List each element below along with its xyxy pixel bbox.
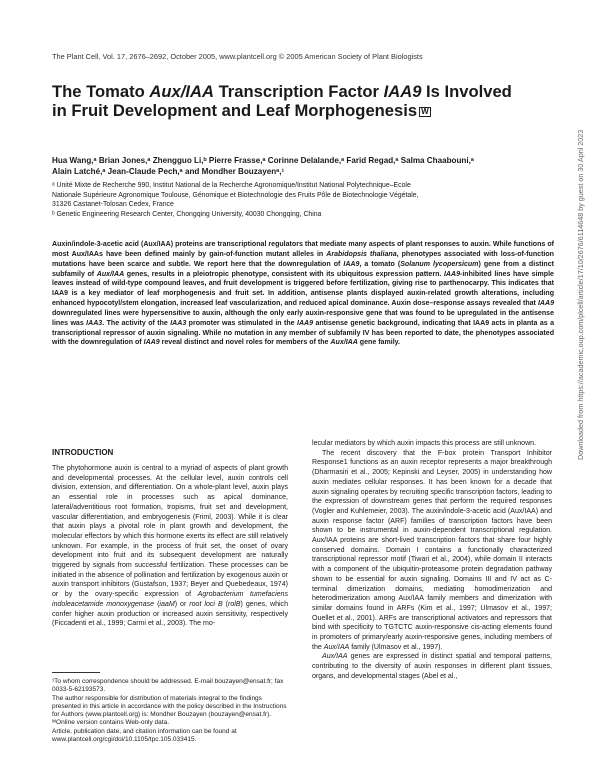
title-part-3: Transcription Factor bbox=[213, 82, 384, 101]
abstract-text: antisense genetic background, indicating that IAA9 acts in planta as a transcriptional repressor of auxin signaling. While no mutation in any member of subfamily IV has been reported to date, the phenotypes associated with the downregulation of bbox=[52, 319, 554, 347]
affiliation-a-line-2: Nationale Supérieure Agronomique Toulouse, Génomique et Biotechnologie des Fruits Pôle de Biotechnologie Végétale, bbox=[52, 191, 419, 199]
abstract-italic: Arabidopsis thaliana bbox=[326, 250, 397, 258]
abstract-text: ) gene from a distinct subfamily of bbox=[52, 260, 554, 278]
author-list bbox=[52, 156, 522, 177]
footnote-divider bbox=[52, 672, 100, 673]
download-watermark: Downloaded from https://academic.oup.com/plcell/article/17/10/2676/6114648 by guest on 30 April 2023 bbox=[576, 129, 585, 460]
abstract-text: , a tomato ( bbox=[359, 260, 401, 268]
intro-paragraph-3 bbox=[312, 652, 552, 681]
abstract-text: gene family. bbox=[357, 339, 401, 347]
footnotes bbox=[52, 678, 288, 744]
abstract-text: promoter was stimulated in the bbox=[186, 319, 297, 327]
abstract-text: downregulated lines were hypersensitive to auxin, although the only early auxin-responsive gene that was found to be upregulated in the antisense lines was bbox=[52, 309, 554, 327]
intro-italic: iaaM bbox=[159, 600, 175, 608]
intro-text: ( bbox=[154, 600, 160, 608]
intro-italic: rolB bbox=[227, 600, 241, 608]
abstract-italic: Solanum lycopersicum bbox=[400, 260, 479, 268]
article-title bbox=[52, 82, 522, 120]
author-line-2: Alain Latché,ᵃ Jean-Claude Pech,ᵃ and Mondher Bouzayenᵃ,¹ bbox=[52, 166, 285, 176]
abstract-text: reveal distinct and novel roles for members of the bbox=[159, 339, 331, 347]
abstract-text: . The activity of the bbox=[102, 319, 171, 327]
title-part-1: The Tomato bbox=[52, 82, 150, 101]
abstract-italic: IAA9 bbox=[143, 339, 160, 347]
intro-text: The recent discovery that the F-box protein Transport Inhibitor Response1 functions as an auxin receptor represents a major breakthrough (Dharmasiri et al., 2005; Kepinski and Leyser, 2005) in understanding how auxin mediates cellular responses. It has been known for a decade that auxin signaling operates by recruiting specific transcription factors, leading to the expression of downstream genes that perform the required responses (Vogler and Kuhlemeier, 2003). The auxin/indole-3-acetic acid (Aux/IAA) and auxin response factor (ARF) families of transcription factors have been shown to be instrumental in auxin-dependent transcriptional regulation. Aux/IAA proteins are short-lived transcription factors that share four highly conserved domains. Domain I contains a functionally characterized transcriptional repressor motif (Tiwari et al., 2004), while domain II interacts with a component of the ubiquitin-proteasome protein degradation pathway shown to be essential for auxin signaling. Domains III and IV act as C-terminal dimerization domains, mediating homodimerization and heterodimerization among Aux/IAA family members and dimerization with similar domains found in ARFs (Kim et al., 1997; Ulmasov et al., 1997; Ouellet et al., 2001). ARFs are transcriptional activators and repressors that bind with specificity to TGTCTC auxin-responsive cis-acting elements found in promoters of primary/early auxin-responsive genes, including members of the bbox=[312, 449, 552, 651]
title-part-4: IAA9 bbox=[383, 82, 422, 101]
abstract-italic: IAA9 bbox=[296, 319, 314, 327]
abstract-italic: IAA9 bbox=[343, 260, 360, 268]
abstract-italic: IAA9 bbox=[537, 300, 554, 308]
abstract-italic: IAA3 bbox=[86, 319, 103, 327]
title-part-5: Is Involved in Fruit Development and Leaf Morphogenesis bbox=[52, 82, 512, 120]
intro-paragraph-1-continued: lecular mediators by which auxin impacts this process are still unknown. bbox=[312, 440, 537, 447]
intro-italic: root loci B bbox=[189, 600, 223, 608]
title-part-2: Aux/IAA bbox=[149, 82, 214, 101]
abstract-text: , phenotypes associated with loss-of-function mutations have been scarce and subtle. We report here that the downregulation of bbox=[52, 250, 554, 268]
left-column bbox=[52, 448, 288, 629]
abstract-italic: IAA3 bbox=[170, 319, 187, 327]
web-only-badge-icon: W bbox=[421, 107, 429, 116]
intro-text: ( bbox=[222, 600, 228, 608]
affiliation-a-line-1: ᵃ Unité Mixte de Recherche 990, Institut National de la Recherche Agronomique/Institut National Polytechnique–Ecole bbox=[52, 182, 411, 189]
abstract bbox=[52, 240, 554, 348]
footnote-citation: Article, publication date, and citation information can be found at www.plantcell.org/cgi/doi/10.1105/tpc.105.033415. bbox=[52, 727, 237, 744]
author-line-1: Hua Wang,ᵃ Brian Jones,ᵃ Zhengguo Li,ᵇ Pierre Frasse,ᵃ Corinne Delalande,ᵃ Farid Regad,ᵃ Salma Chaabouni,ᵃ bbox=[52, 156, 474, 165]
right-column bbox=[312, 439, 552, 682]
footnote-web-only: ᵂOnline version contains Web-only data. bbox=[52, 719, 170, 727]
abstract-italic: IAA9 bbox=[443, 270, 460, 278]
abstract-text: -inhibited lines have simple leaves instead of wild-type compound leaves, and fruit development is triggered before fertilization, giving rise to parthenocarpy. This indicates that IAA9 is a key mediator of leaf morphogenesis and fruit set. In addition, antisense plants displayed auxin-related growth alterations, including enhanced hypocotyl/stem elongation, increased leaf vascularization, and reduced apical dominance. Auxin dose–response assays revealed that bbox=[52, 270, 554, 308]
intro-text: family (Ulmasov et al., 1997). bbox=[349, 643, 443, 651]
intro-italic: Aux/IAA bbox=[323, 643, 350, 651]
intro-text: ) genes, which confer higher auxin production or increased auxin sensitivity, respectively (Ficcadenti et al., 1999; Carmi et al., 2003). The mo- bbox=[52, 600, 289, 628]
abstract-italic: Aux/IAA bbox=[330, 339, 358, 347]
intro-text: The phytohormone auxin is central to a myriad of aspects of plant growth and developmental processes. At the cellular level, auxin controls cell division, extension, and differentiation. On a whole-plant level, auxin plays an essential role in processes such as apical dominance, lateral/adventitious root formation, tropisms, fruit set and development, vascular differentiation, and embryogenesis (Friml, 2003). While it is clear that auxin plays a pivotal role in plant growth and development, the molecular effectors by which this hormone exerts its effect are still relatively unknown. For example, in the process of fruit set, the onset of ovary development into fruit and its subsequent development are naturally triggered by signals from successful fertilization. These processes can be initiated in the absence of pollination and fertilization by exogenous auxin or auxin transport inhibitors (Gustafson, 1937; Beyer and Quebedeaux, 1974) or by the ovary-specific expression of bbox=[52, 465, 288, 599]
footnote-materials: The author responsible for distribution of materials integral to the findings presented in this article in accordance with the policy described in the Instructions for Authors (www.plantcell.org) is: Mondher Bouzayen (bouzayen@ensat.fr). bbox=[52, 694, 287, 719]
abstract-text: Auxin/indole-3-acetic acid (Aux/IAA) proteins are transcriptional regulators that mediate many aspects of plant responses to auxin. While functions of most Aux/IAAs have been defined mainly by gain-of-function mutant alleles in bbox=[52, 241, 554, 258]
abstract-text: genes, results in a pleiotropic phenotype, consistent with its ubiquitous expression pattern. bbox=[124, 270, 444, 278]
introduction-heading: INTRODUCTION bbox=[52, 448, 114, 457]
intro-italic: Aux/IAA bbox=[322, 653, 348, 661]
abstract-italic: Aux/IAA bbox=[96, 270, 125, 278]
intro-text: genes are expressed in distinct spatial and temporal patterns, contributing to the diversity of auxin responses in different plant tissues, organs, and developmental stages (Abel et al., bbox=[312, 653, 552, 680]
affiliations bbox=[52, 181, 522, 219]
intro-paragraph-2 bbox=[312, 449, 552, 653]
journal-header: The Plant Cell, Vol. 17, 2676–2692, October 2005, www.plantcell.org © 2005 American Society of Plant Biologists bbox=[52, 52, 423, 61]
intro-paragraph-1 bbox=[52, 464, 288, 629]
affiliation-a-line-3: 31326 Castanet-Tolosan Cedex, France bbox=[52, 201, 174, 209]
intro-text: ) or bbox=[174, 600, 190, 608]
affiliation-b-line-1: ᵇ Genetic Engineering Research Center, Chongqing University, 40030 Chongqing, China bbox=[52, 210, 322, 218]
footnote-correspondence: ¹To whom correspondence should be addressed. E-mail bouzayen@ensat.fr; fax 0033-5-62193573. bbox=[52, 678, 284, 694]
intro-italic: Agrobacterium tumefaciens indoleacetamide monoxygenase bbox=[52, 591, 288, 608]
